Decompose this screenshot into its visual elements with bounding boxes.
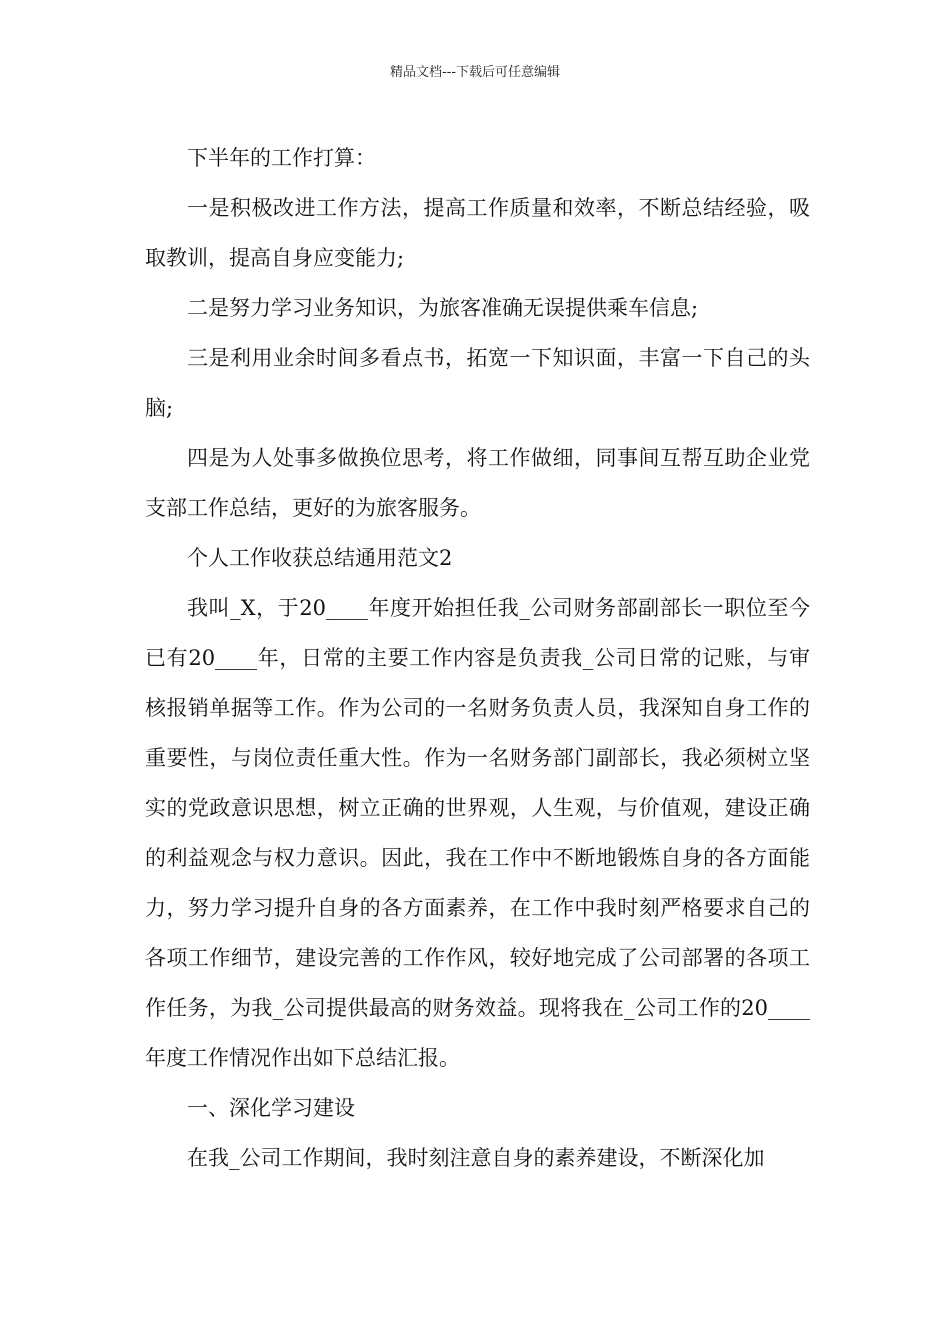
document-body xyxy=(145,133,810,1183)
paragraph-intro: 我叫_X，于20____年度开始担任我_公司财务部副部长一职位至今已有20____年，日常的主要工作内容是负责我_公司日常的记账，与审核报销单据等工作。作为公司的一名财务负责人员，我深知自身工作的重要性，与岗位责任重大性。作为一名财务部门副部长，我必须树立坚实的党政意识思想，树立正确的世界观，人生观，与价值观，建设正确的利益观念与权力意识。因此，我在工作中不断地锻炼自身的各方面能力，努力学习提升自身的各方面素养，在工作中我时刻严格要求自己的各项工作细节，建设完善的工作作风，较好地完成了公司部署的各项工作任务，为我_公司提供最高的财务效益。现将我在_公司工作的20____年度工作情况作出如下总结汇报。 xyxy=(145,596,810,1070)
paragraph-plan-item-1: 一是积极改进工作方法，提高工作质量和效率，不断总结经验，吸取教训，提高自身应变能力; xyxy=(145,196,810,270)
page-header: 精品文档---下载后可任意编辑 xyxy=(389,65,561,80)
paragraph-plan-item-2: 二是努力学习业务知识，为旅客准确无误提供乘车信息; xyxy=(187,296,699,320)
paragraph-plan-item-3: 三是利用业余时间多看点书，拓宽一下知识面，丰富一下自己的头脑; xyxy=(145,346,810,420)
section-title: 个人工作收获总结通用范文2 xyxy=(187,546,453,570)
paragraph-plan-heading: 下半年的工作打算： xyxy=(187,146,376,170)
paragraph-study: 在我_公司工作期间，我时刻注意自身的素养建设，不断深化加 xyxy=(187,1146,765,1170)
subsection-heading: 一、深化学习建设 xyxy=(187,1096,355,1120)
paragraph-plan-item-4: 四是为人处事多做换位思考，将工作做细，同事间互帮互助企业党支部工作总结，更好的为旅客服务。 xyxy=(145,446,810,520)
